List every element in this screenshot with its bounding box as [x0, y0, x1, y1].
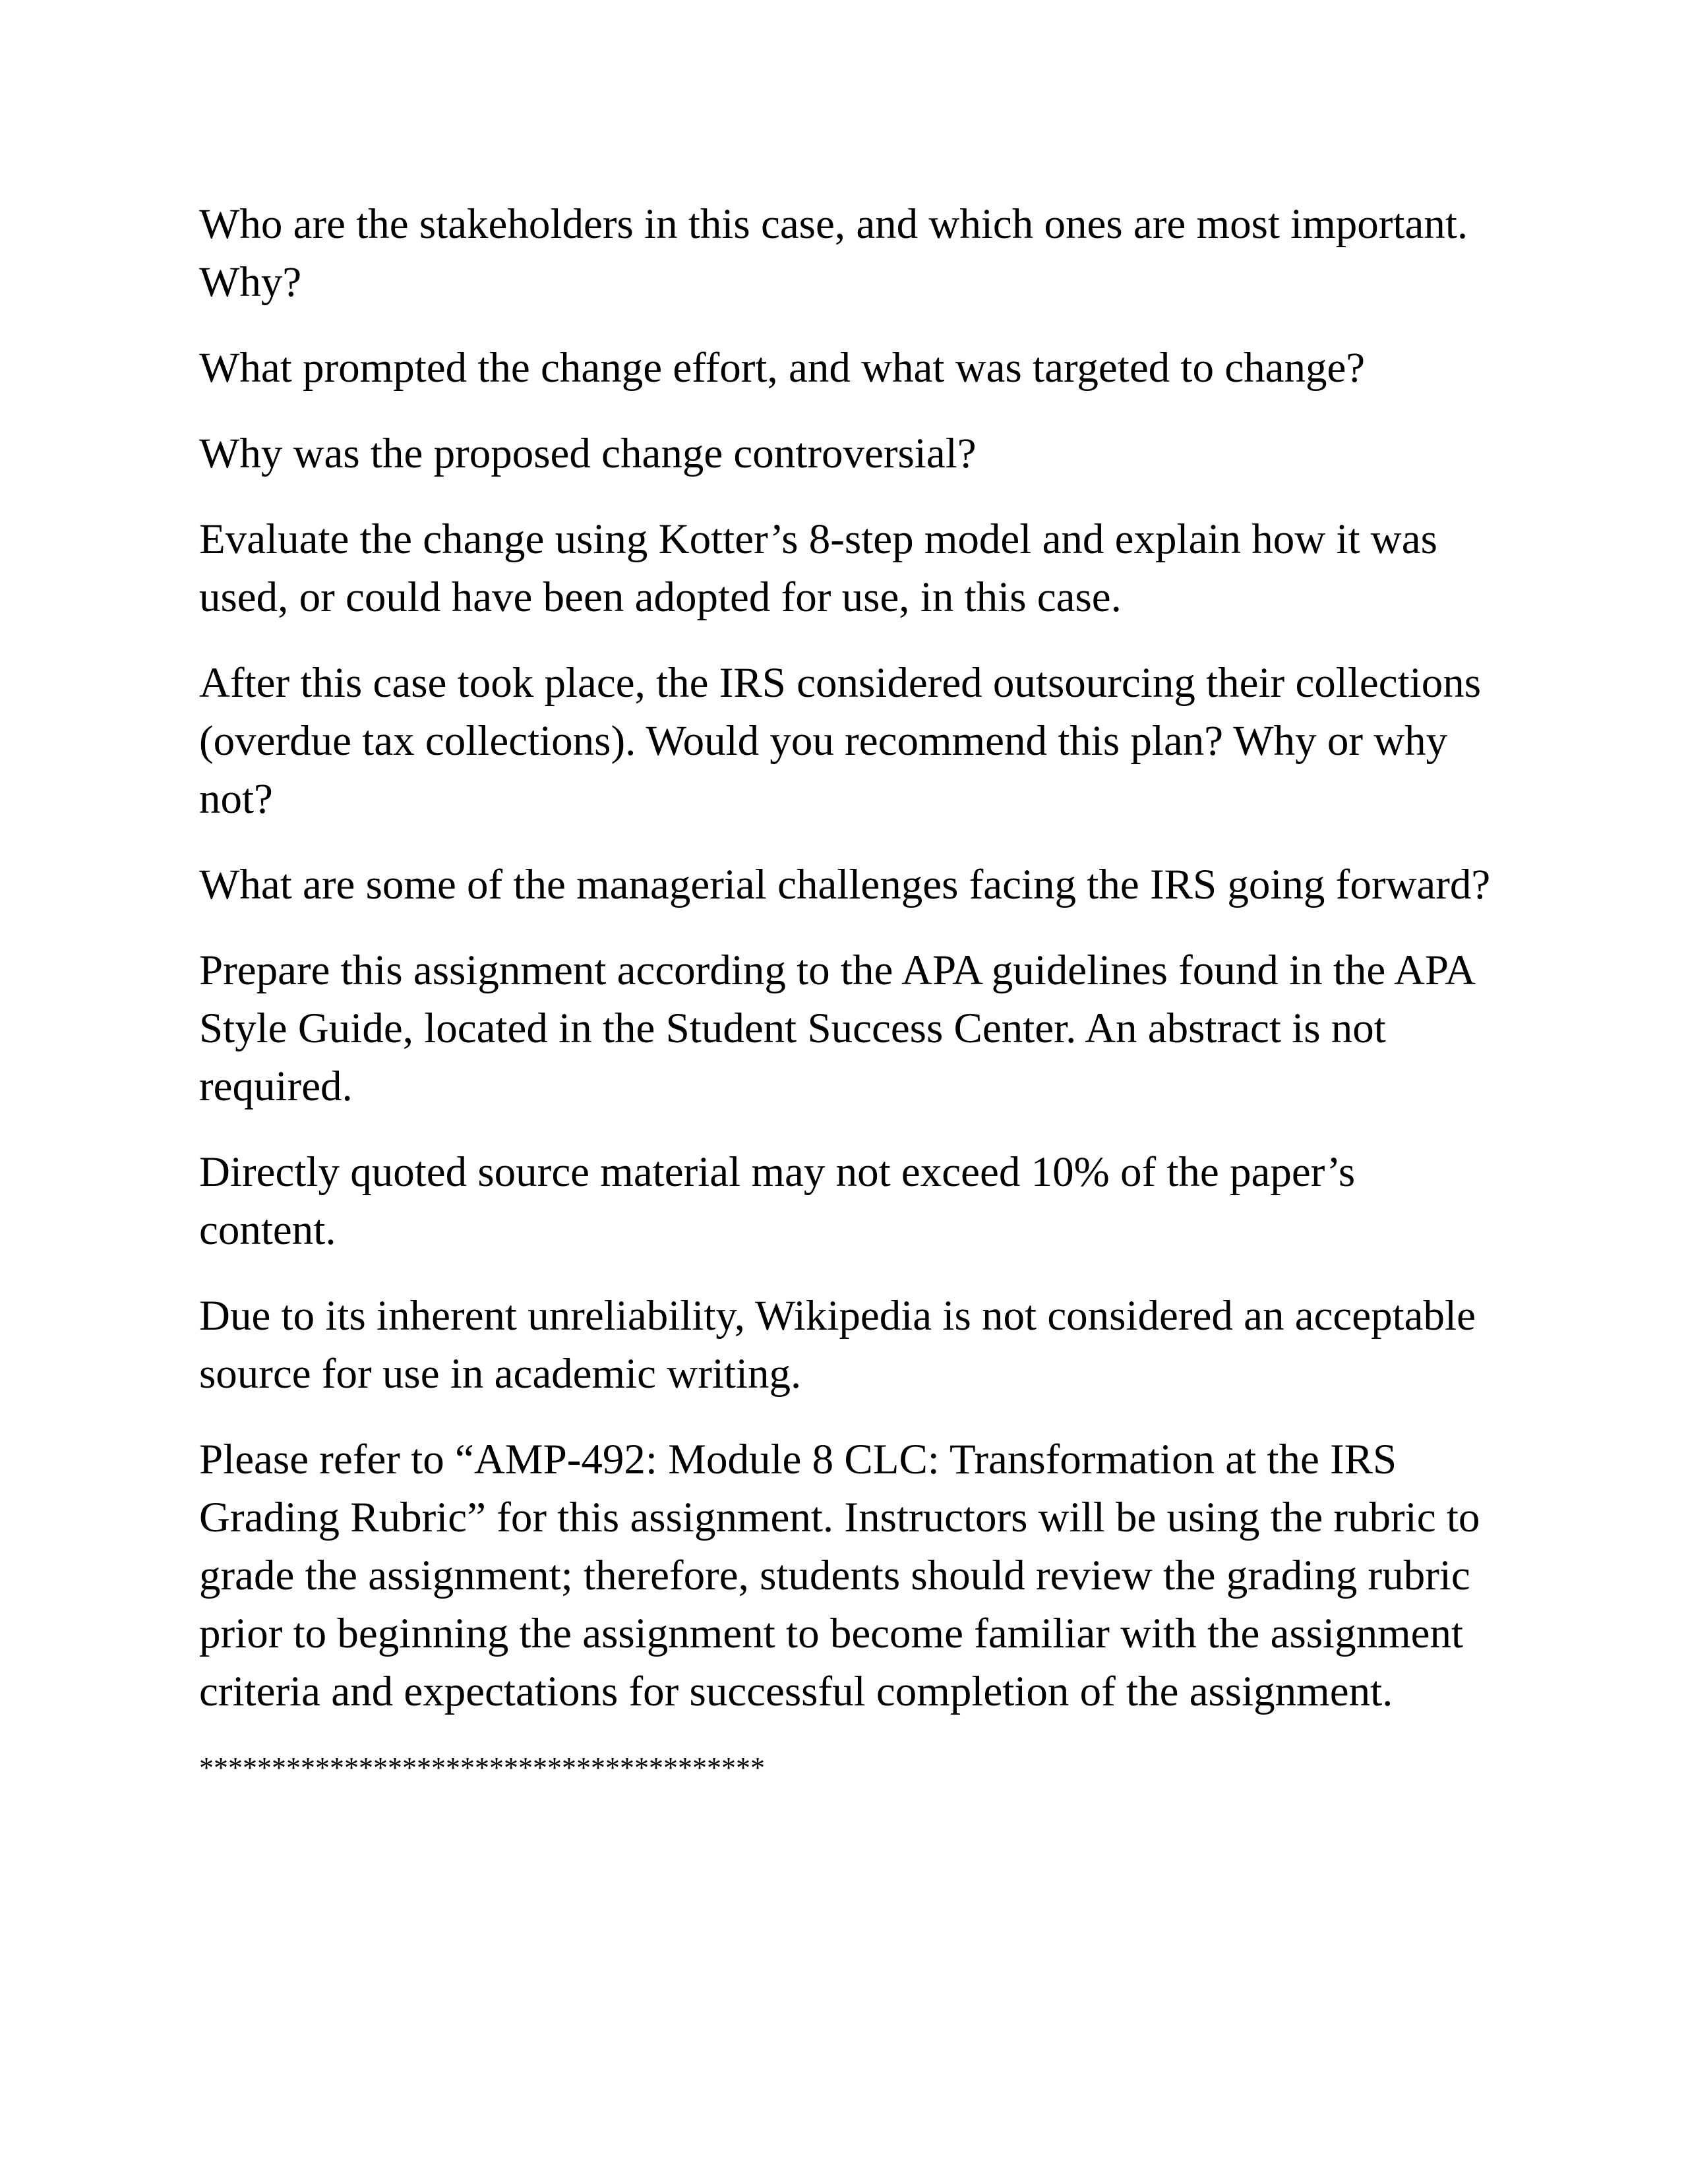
paragraph-wikipedia: Due to its inherent unreliability, Wikipedia is not considered an acceptable source for use in academic writing. — [199, 1292, 1476, 1398]
paragraph-kotter-model: Evaluate the change using Kotter’s 8-step model and explain how it was used, or could have been adopted for use, in this case. — [199, 516, 1437, 621]
asterisk-divider: *************************************** — [199, 1752, 765, 1784]
paragraph-outsourcing: After this case took place, the IRS considered outsourcing their collections (overdue tax collections). Would you recommend this plan? Why or why not? — [199, 659, 1482, 823]
paragraph-apa-guidelines: Prepare this assignment according to the APA guidelines found in the APA Style Guide, located in the Student Success Center. An abstract is not required. — [199, 947, 1474, 1110]
paragraph-managerial-challenges: What are some of the managerial challenges facing the IRS going forward? — [199, 861, 1491, 908]
paragraph-controversial: Why was the proposed change controversial? — [199, 430, 977, 477]
paragraph-change-effort: What prompted the change effort, and what was targeted to change? — [199, 344, 1366, 392]
paragraph-rubric: Please refer to “AMP-492: Module 8 CLC: Transformation at the IRS Grading Rubric” for this assignment. Instructors will be using the rubric to grade the assignment; therefore, students should review the grading rubric prior to beginning the assignment to become familiar with the assignment criteria and expectations for successful completion of the assignment. — [199, 1436, 1480, 1715]
paragraph-stakeholders: Who are the stakeholders in this case, and which ones are most important. Why? — [199, 200, 1468, 306]
paragraph-quoted-material: Directly quoted source material may not exceed 10% of the paper’s content. — [199, 1148, 1356, 1254]
document-body — [199, 195, 1492, 1786]
